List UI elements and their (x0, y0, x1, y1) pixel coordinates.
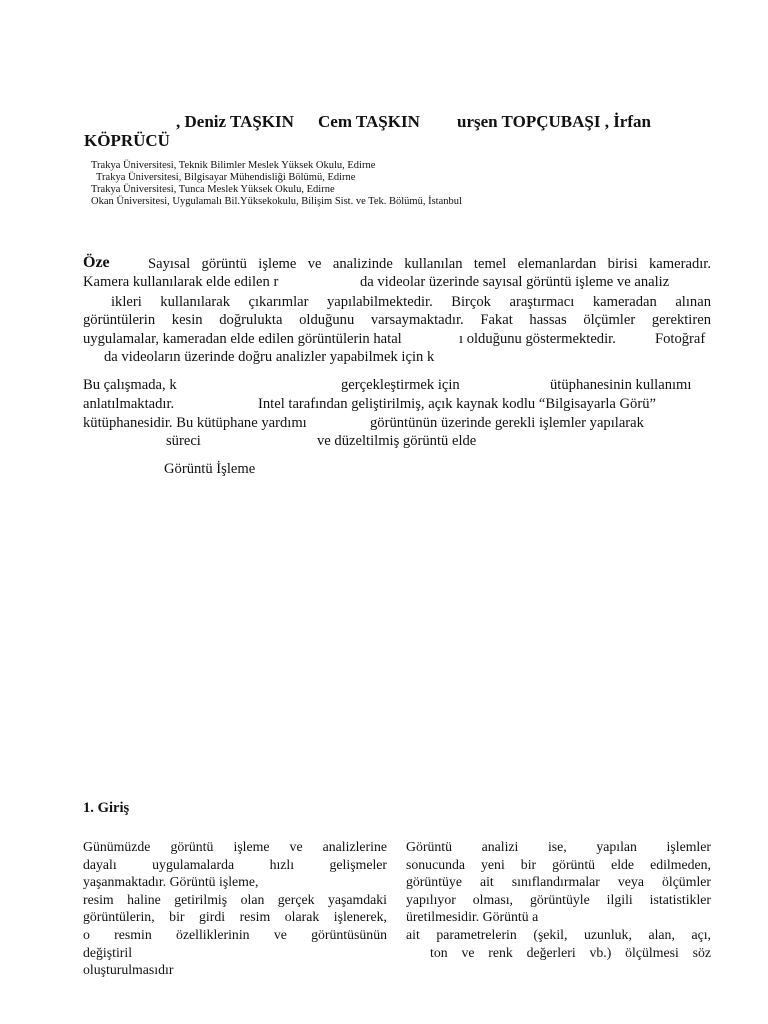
left-column-line: o resmin özelliklerinin ve görüntüsünün (83, 926, 387, 942)
affiliation-4: Okan Üniversitesi, Uygulamalı Bil.Yüksekokulu, Bilişim Sist. ve Tek. Bölümü, İstanbul (91, 196, 462, 207)
abstract-line-5a: uygulamalar, kameradan elde edilen görüntülerin hatal (83, 331, 402, 347)
abstract-p2-line-4b: ve düzeltilmiş görüntü elde (317, 433, 477, 449)
abstract-p2-line-2a: anlatılmaktadır. (83, 396, 175, 412)
abstract-p2-line-3a: kütüphanesidir. Bu kütüphane yardımı (83, 415, 307, 431)
affiliation-3: Trakya Üniversitesi, Tunca Meslek Yüksek Okulu, Edirne (91, 184, 335, 195)
author-3-4: urşen TOPÇUBAŞI , İrfan (457, 112, 651, 131)
intro-right-column (406, 838, 711, 961)
left-column-line: görüntülerin, bir girdi resim olarak işlenerek, (83, 909, 387, 925)
abstract-p2-line-1b: gerçekleştirmek için (341, 377, 460, 393)
abstract-p2-line-4a: süreci (166, 433, 201, 449)
author-2: Cem TAŞKIN (318, 112, 420, 131)
abstract-p2-line-2b: Intel tarafından geliştirilmiş, açık kaynak kodlu “Bilgisayarla Görü” (258, 396, 656, 412)
abstract-line-5b: ı olduğunu göstermektedir. (459, 331, 616, 347)
author-1: , Deniz TAŞKIN (176, 112, 294, 131)
abstract-line-2a: Kamera kullanılarak elde edilen r (83, 274, 279, 290)
left-column-line: Günümüzde görüntü işleme ve analizlerine (83, 839, 387, 854)
left-column-line: oluşturulmasıdır (83, 962, 174, 978)
abstract-line-5c: Fotoğraf (655, 331, 706, 347)
section-heading-intro: 1. Giriş (83, 800, 130, 816)
abstract-line-4: görüntülerin kesin doğrulukta olduğunu varsaymaktadır. Fakat hassas ölçümler gerektiren (83, 312, 711, 328)
abstract-p2-line-3b: görüntünün üzerinde gerekli işlemler yapılarak (370, 415, 644, 431)
abstract-line-3: ikleri kullanılarak çıkarımlar yapılabilmektedir. Birçok araştırmacı kameradan alınan (111, 294, 711, 310)
right-column-line: yapılıyor olması, görüntüyle ilgili istatistikler (406, 891, 711, 907)
abstract-p2-line-1a: Bu çalışmada, k (83, 377, 177, 393)
abstract-line-1: Sayısal görüntü işleme ve analizinde kullanılan temel elemanlardan birisi kameradır. (148, 256, 711, 272)
right-column-line: ton ve renk değerleri vb.) ölçülmesi söz (430, 944, 711, 960)
intro-left-column (83, 838, 387, 979)
right-column-line: Görüntü analizi ise, yapılan işlemler (406, 839, 711, 854)
right-column-line: sonucunda yeni bir görüntü elde edilmeden, (406, 856, 711, 872)
right-column-line: üretilmesidir. Görüntü a (406, 909, 539, 925)
right-column-line: görüntüye ait sınıflandırmalar veya ölçümler (406, 874, 711, 890)
affiliation-2: Trakya Üniversitesi, Bilgisayar Mühendisliği Bölümü, Edirne (96, 172, 356, 183)
abstract-line-2b: da videolar üzerinde sayısal görüntü işleme ve analiz (360, 274, 670, 290)
abstract-line-6: da videoların üzerinde doğru analizler yapabilmek için k (104, 349, 435, 365)
author-line2: KÖPRÜCÜ (84, 131, 170, 150)
abstract-p2-line-1c: ütüphanesinin kullanımı (550, 377, 692, 393)
abstract-heading: Öze (83, 254, 110, 271)
affiliation-1: Trakya Üniversitesi, Teknik Bilimler Meslek Yüksek Okulu, Edirne (91, 160, 376, 171)
left-column-line: resim haline getirilmiş olan gerçek yaşamdaki (83, 891, 387, 907)
left-column-line: değiştiril (83, 944, 133, 960)
left-column-line: yaşanmaktadır. Görüntü işleme, (83, 874, 259, 890)
keywords: Görüntü İşleme (164, 461, 256, 477)
right-column-line: ait parametrelerin (şekil, uzunluk, alan, açı, (406, 926, 711, 942)
left-column-line: dayalı uygulamalarda hızlı gelişmeler (83, 856, 387, 872)
